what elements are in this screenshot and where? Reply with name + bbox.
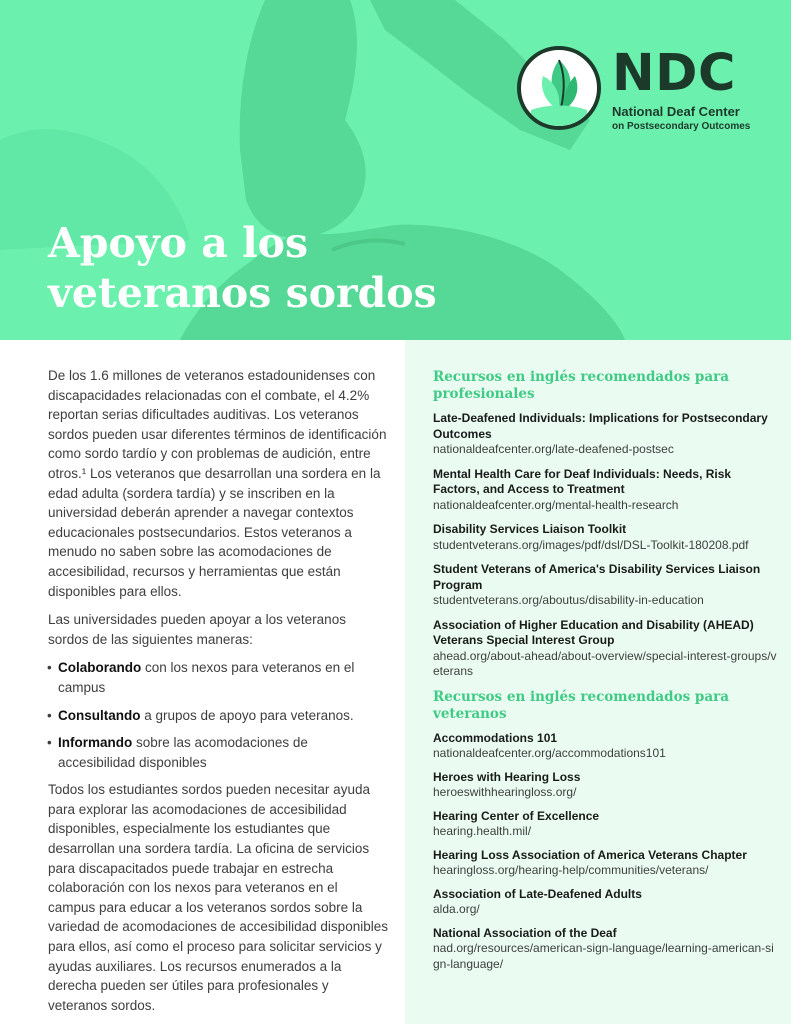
resource-title: National Association of the Deaf — [433, 925, 617, 940]
bullet-text: sobre las acomodaciones de accesibilidad disponibles — [58, 735, 308, 770]
resource-item — [433, 411, 778, 458]
resource-link[interactable]: hearingloss.org/hearing-help/communities/veterans/ — [433, 863, 709, 877]
professional-resources-list — [433, 411, 778, 680]
title-line-1: Apoyo a los — [48, 219, 309, 267]
resource-title: Association of Late-Deafened Adults — [433, 886, 642, 901]
page-title — [48, 218, 568, 318]
resource-link[interactable]: studentveterans.org/aboutus/disability-in-education — [433, 593, 704, 607]
bullet-keyword: Colaborando — [58, 660, 142, 676]
professionals-heading: Recursos en inglés recomendados para profesionales — [433, 369, 729, 402]
resource-title: Hearing Center of Excellence — [433, 808, 600, 823]
bullet-text: con los nexos para veteranos en el campus — [58, 660, 355, 695]
resource-title: Association of Higher Education and Disability (AHEAD) Veterans Special Interest Group — [433, 617, 754, 647]
support-list — [48, 658, 388, 772]
resource-item — [433, 809, 778, 840]
main-article — [48, 366, 388, 1024]
veteran-resources-list — [433, 731, 778, 973]
logo-wordmark: NDC — [612, 44, 736, 103]
list-item — [48, 706, 388, 726]
resource-item — [433, 770, 778, 801]
resource-item — [433, 467, 778, 514]
resource-title: Student Veterans of America's Disability Services Liaison Program — [433, 562, 761, 592]
resource-link[interactable]: ahead.org/about-ahead/about-overview/special-interest-groups/veterans — [433, 648, 777, 678]
resource-link[interactable]: nationaldeafcenter.org/late-deafened-postsec — [433, 442, 674, 456]
resource-title: Accommodations 101 — [433, 730, 558, 745]
resource-item — [433, 618, 778, 680]
resource-link[interactable]: heroeswithhearingloss.org/ — [433, 785, 577, 799]
resource-title: Late-Deafened Individuals: Implications for Postsecondary Outcomes — [433, 411, 768, 441]
resource-title: Mental Health Care for Deaf Individuals: Needs, Risk Factors, and Access to Treatment — [433, 466, 732, 496]
resource-title: Heroes with Hearing Loss — [433, 769, 581, 784]
hero-banner — [0, 0, 791, 340]
closing-paragraph: Todos los estudiantes sordos pueden necesitar ayuda para explorar las acomodaciones de accesibilidad disponibles, especialmente los estudiantes que desarrollan una sordera tardía. La oficina de servicios para discapacitados puede trabajar en estrecha colaboración con los nexos para veteranos en el campus para educar a los veteranos sordos sobre la variedad de acomodaciones de accesibilidad disponibles para ellos, así como el proceso para solicitar servicios y ayudas auxiliares. Los recursos enumerados a la derecha pueden ser útiles para profesionales y veteranos sordos. — [48, 782, 388, 1013]
list-item — [48, 733, 388, 772]
bullet-keyword: Informando — [58, 735, 133, 751]
resource-item — [433, 887, 778, 918]
resource-title: Disability Services Liaison Toolkit — [433, 522, 627, 536]
ndc-logo[interactable] — [517, 46, 757, 136]
resource-link[interactable]: nad.org/resources/american-sign-language/learning-american-sign-language/ — [433, 941, 774, 971]
resource-item — [433, 926, 778, 973]
list-item — [48, 658, 388, 697]
resource-link[interactable]: alda.org/ — [433, 902, 480, 916]
logo-tagline: on Postsecondary Outcomes — [612, 121, 751, 132]
lead-in-paragraph: Las universidades pueden apoyar a los veteranos sordos de las siguientes maneras: — [48, 612, 346, 647]
leaf-logo-icon — [517, 46, 601, 130]
logo-name-line: National Deaf Center — [612, 104, 740, 119]
intro-paragraph: De los 1.6 millones de veteranos estadounidenses con discapacidades relacionadas con el combate, el 4.2% reportan serias dificultades auditivas. Los veteranos sordos pueden usar diferentes términos de identificación como sordo tardío y con problemas de audición, entre otros.¹ Los veteranos que desarrollan una sordera en la edad adulta (sordera tardía) y se inscriben en la universidad deberán aprender a navegar contextos educacionales postsecundarios. Estos veteranos a menudo no saben sobre las acomodaciones de accesibilidad, recursos y herramientas que están disponibles para ellos. — [48, 368, 387, 599]
resource-item — [433, 522, 778, 553]
resource-link[interactable]: nationaldeafcenter.org/accommodations101 — [433, 746, 666, 760]
veterans-heading: Recursos en inglés recomendados para veteranos — [433, 688, 729, 722]
title-line-2: veteranos sordos — [48, 269, 437, 317]
resources-column — [433, 369, 778, 980]
resource-link[interactable]: studentveterans.org/images/pdf/dsl/DSL-Toolkit-180208.pdf — [433, 537, 749, 552]
resource-title: Hearing Loss Association of America Veterans Chapter — [433, 847, 747, 862]
resource-item — [433, 562, 778, 609]
resource-item — [433, 848, 778, 879]
bullet-keyword: Consultando — [58, 707, 141, 723]
resource-link[interactable]: hearing.health.mil/ — [433, 824, 532, 838]
resource-item — [433, 731, 778, 762]
resource-link[interactable]: nationaldeafcenter.org/mental-health-research — [433, 497, 679, 512]
bullet-text: a grupos de apoyo para veteranos. — [140, 707, 354, 723]
